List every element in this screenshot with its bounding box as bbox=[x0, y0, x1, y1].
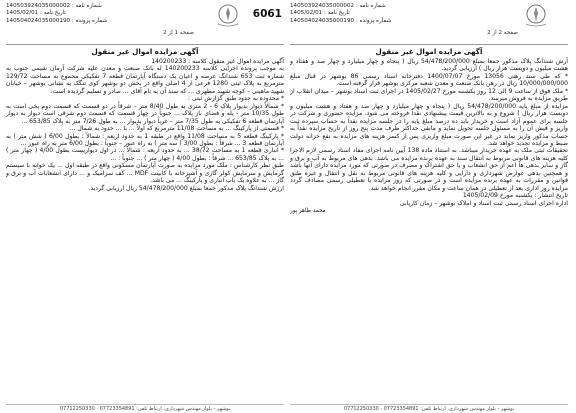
notice-paragraph: اداره اجرای اسناد رسمی ثبت اسناد و املاک بوشهر – زمان کاریابی bbox=[399, 199, 568, 207]
emblem-icon bbox=[212, 2, 244, 28]
notice-paragraph: تحقیقات ثبتی ملک به عهده خریدار میباشد. به استناد ماده 138 آیین نامه اجرای مفاد اسناد رسمی لازم الاجرا کلیه هزینه های قانونی مربوط به انتقال سند به عهده برنده مزایده می باشد. بدهی های مربوط به آب و برق و گاز و سایر بدهی ها اعم از حق انشعاب و یا حق اشتراک و مصرف در صورتی که مورد مزایده دارای آنها باشد و همچنین بدهی عوارض شهرداری و دارایی و کلیه هزینه های قانونی مربوط به نقل و انتقال و غیره طبق قوانین و مقررات به عهده برنده مزایده است و در صورتی که روز مزایده با تعطیلی رسمی مصادف گردد مزایده روز اداری بعد از تعطیلی در همان ساعت و مکان مقرر انجام خواهد شد. bbox=[290, 147, 568, 192]
page-one-header bbox=[6, 0, 284, 44]
page-two-column bbox=[290, 0, 568, 413]
header-divider bbox=[290, 44, 568, 45]
case-number-value: 140504024035000190 bbox=[290, 17, 355, 24]
notice-paragraph: ارزش شتدانگ پلاک مذکور جمعا بمبلغ 54/478/200/000 ریال ارزیابی گردید. bbox=[88, 184, 284, 192]
notice-paragraph: * محدوده به حدود طبق گزارش ثبتی : bbox=[187, 95, 284, 103]
header-divider bbox=[6, 44, 284, 45]
page-one-column bbox=[6, 0, 284, 413]
letter-meta bbox=[6, 3, 107, 25]
letter-date-label: تاریخ نامه : bbox=[40, 10, 66, 17]
notice-paragraph: تاریخ انتشار : یکشنبه مورخ 1405/02/09 bbox=[462, 192, 568, 200]
notice-number: 6061 bbox=[252, 8, 282, 20]
notice-paragraph: آرش شتدانگ پلاک مذکور جمعا بمبلغ 54/478/200/000 ریال ( پنجاه و چهار میلیارد و چهار صد و هفتاد و هشت میلیون و دویست هزار ریال ) ارزیابی گردید. bbox=[290, 58, 568, 73]
notice-paragraph: به موجب پرونده اجرایی کلاسه 140200233 له بانک صنعت و معدن علیه شرکت آرمان شیمی جنوب به شماره ثبت 653 شتدانگ عرصه و اعیان یک دستگاه آپارتمان قطعه 7 تفکیکی مجموع به مساحت 129/72 مترمربع به پلاک ثبتی 1280 فرعی از 4 اصلی واقع در بخش دو بوشهر کوی تنگک به نشانی بوشهر – خیابان شهید ماهینی – کوچه شهید مطهری ... که سند آن به نام آقای ... صادر و تسلیم گردیده است. bbox=[6, 65, 284, 95]
notice-paragraph: * قسمتی از پارکینگ ... به مساحت 11/08 مترمربع که اولاً ... با ... حدود به شمال ... bbox=[69, 125, 284, 133]
case-number-label: شماره پرونده : bbox=[71, 17, 108, 24]
page-footer: بوشهر - بلوار مهندس شهرداری، ارتباط تلفن: 07723354891 · 07712250330 bbox=[6, 404, 284, 412]
case-number-value: 140504024035000190 bbox=[6, 17, 71, 24]
notice-paragraph: * که طی سند رهنی 13056 مورخ 1400/07/07 دفترخانه اسناد رسمی 86 بوشهر در قبال مبلغ 10/000/000/000 ریال در رهن بانک صنعت و معدن شعبه مرکزی بوشهر قرار گرفته است. bbox=[290, 72, 568, 88]
notice-paragraph: آگهی مزایده اموال غیر منقول کلاسه : 140200233 bbox=[151, 58, 284, 65]
notice-title: آگهی مزایده اموال غیر منقول bbox=[375, 47, 483, 56]
letter-date-value: 1405/02/01 bbox=[290, 10, 323, 17]
notice-paragraph: * پارکینگ قطعه 5 به مساحت 11/08 واقع در طبقه 1 به حدود اربعه : شمالاً : بطول 6/00 ( شش متر ) به آپارتمان قطعه 3 ... شرقاً : بطول 3/00 ( سه متر ) به راه عبور – جنوباً : بطول 6/00 متر به راه عبور ... bbox=[6, 132, 284, 147]
notice-paragraph: * ملک فوق از ساعت 9 الی 12 روز یکشنبه مورخ 1405/02/27 در اجرای ثبت اسناد بوشهر – میدان انقلاب از طریق مزایده به فروش میرسد. bbox=[290, 87, 568, 103]
letter-number-label: شماره نامه : bbox=[71, 3, 102, 9]
page-number: صفحه 2 از 2 bbox=[487, 30, 518, 36]
emblem-icon bbox=[520, 2, 552, 28]
notice-paragraph: مزایده از مبلغ پایه 54/478/200/000 ریال ( پنجاه و چهار میلیارد و چهار صد و هفتاد و هشت میلیون و دویست هزار ریال ) شروع و به بالاترین قیمت پیشنهادی نقداً فروخته می شود. مزایده حضوری و شرکت در جلسه برای عموم آزاد است و خریدار باید ده درصد مبلغ پایه را در جلسه مزایده نقداً به حساب سپرده ثبت واریز و فیش آن را به مسئول جلسه تحویل نماید و مابقی حداکثر ظرف مدت پنج روز از تاریخ مزایده نقداً به حساب مذکور واریز نماید در غیر این صورت مبلغ واریزی پس از کسر هزینه های مزایده به نفع خزانه دولت ضبط و مزایده تجدید خواهد شد. bbox=[290, 102, 568, 147]
letter-date-label: تاریخ نامه : bbox=[324, 10, 350, 17]
letter-number-value: 140503924035000002 bbox=[6, 3, 71, 9]
signature: محمد طاهر پور bbox=[290, 208, 326, 215]
notice-paragraph: * شمالاً دیوار بدیوار پلاک 6 - 2 متری به طول 8/40 متر – شرقاً در دو قسمت که قسمت دوم پخی است به طول 10/35 متر - پله و فضای باز پلاک ... جنوباً در چهار قسمت که قسمت دوم شرقی است دیوار به دیوار آپارتمان قطعه 6 تفکیکی به طول 7/35 متر – غرباً دیوار بدیوار ... به طول 7/26 متر به پلاک 653/85 ... bbox=[6, 102, 284, 125]
page-number: صفحه 1 از 2 bbox=[163, 30, 194, 36]
page-footer: بوشهر - بلوار مهندس شهرداری، ارتباط تلفن: 07723354891 · 07712250330 bbox=[290, 404, 568, 412]
notice-title: آگهی مزایده اموال غیر منقول bbox=[91, 47, 199, 56]
letter-meta bbox=[290, 3, 391, 25]
notice-paragraph: طبق نظر کارشناس : ملک مورد مزایده به صورت آپارتمان مسکونی واقع در طبقه اول ... یک خوابه با سیستم گرمایش و سرمایش کولر گازی و آشپزخانه با کابینت MDF ... کف سرامیک و ... دارای انشعابات آب و برق و گاز ... به علاوه یک باب انباری و پارکینگ ... می باشد. bbox=[6, 162, 284, 185]
case-number-label: شماره پرونده : bbox=[355, 17, 392, 24]
notice-paragraph: * انباری قطعه 1 به مساحت 38/72 ... به حدود اربعه : شمالاً ... در اول دیواریست بطول 4/00 ( چهار متر ) ... به پلاک 653/85 ... شرقاً : بطول 4/00 ( چهار متر ) ... جنوباً : ... bbox=[6, 147, 284, 162]
letter-number-value: 140503924035000002 bbox=[290, 3, 355, 9]
letter-date-value: 1405/02/01 bbox=[6, 10, 39, 17]
letter-number-label: شماره نامه : bbox=[355, 3, 386, 9]
page-two-header bbox=[290, 0, 568, 44]
